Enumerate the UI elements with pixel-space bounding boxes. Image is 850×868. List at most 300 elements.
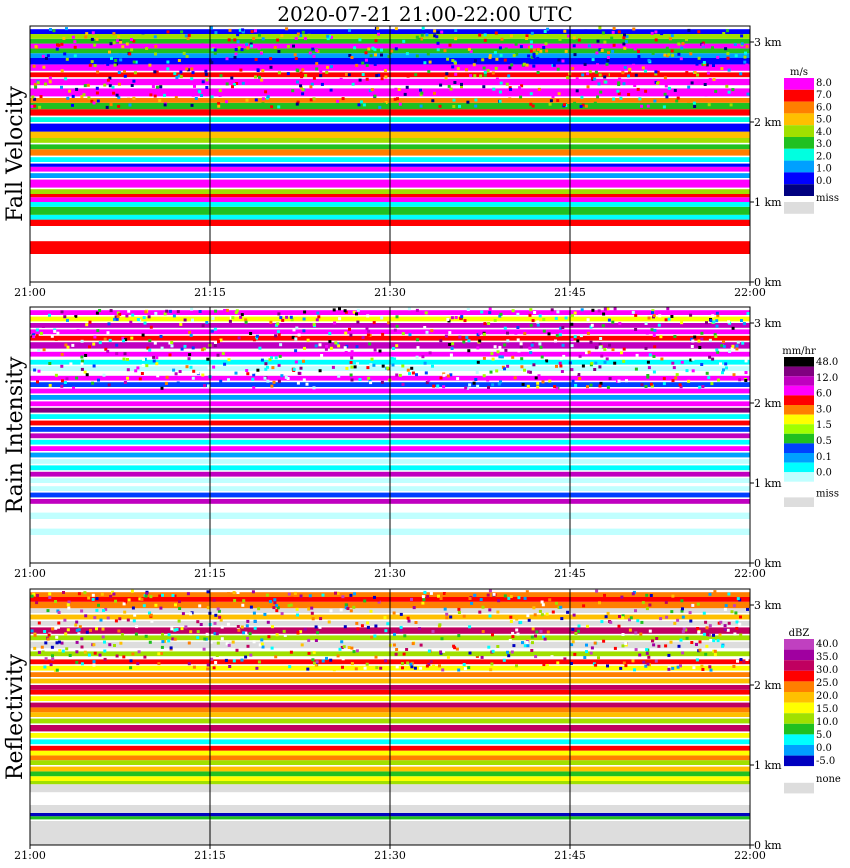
speckle xyxy=(226,82,229,85)
legend-swatch xyxy=(784,357,814,367)
speckle xyxy=(178,59,181,62)
speckle xyxy=(350,366,353,369)
speckle xyxy=(740,658,743,661)
speckle xyxy=(127,98,130,101)
speckle xyxy=(188,353,191,356)
speckle xyxy=(634,328,637,331)
speckle xyxy=(726,29,729,32)
speckle xyxy=(223,363,226,366)
y-tick-label: 2 km xyxy=(754,679,782,692)
speckle xyxy=(476,346,479,349)
speckle xyxy=(443,592,446,595)
speckle xyxy=(712,639,715,642)
speckle xyxy=(647,105,650,108)
speckle xyxy=(116,39,119,42)
speckle xyxy=(741,342,744,345)
speckle xyxy=(366,314,369,317)
speckle xyxy=(202,80,205,83)
speckle xyxy=(320,354,323,357)
speckle xyxy=(409,663,412,666)
speckle xyxy=(571,344,574,347)
speckle xyxy=(700,338,703,341)
speckle xyxy=(656,82,659,85)
speckle xyxy=(97,604,100,607)
speckle xyxy=(694,71,697,74)
speckle xyxy=(348,646,351,649)
legend-swatch xyxy=(784,161,814,173)
speckle xyxy=(719,98,722,101)
speckle xyxy=(582,365,585,368)
speckle xyxy=(315,625,318,628)
speckle xyxy=(254,620,257,623)
speckle xyxy=(507,74,510,77)
speckle xyxy=(66,58,69,61)
legend-swatch xyxy=(784,424,814,434)
speckle xyxy=(217,607,220,610)
speckle xyxy=(73,40,76,43)
speckle xyxy=(353,650,356,653)
speckle xyxy=(577,630,580,633)
speckle xyxy=(648,59,651,62)
speckle xyxy=(620,596,623,599)
speckle xyxy=(440,377,443,380)
speckle xyxy=(530,649,533,652)
speckle xyxy=(495,32,498,35)
speckle xyxy=(504,59,507,62)
speckle xyxy=(124,381,127,384)
speckle xyxy=(604,81,607,84)
speckle xyxy=(109,339,112,342)
speckle xyxy=(595,590,598,593)
speckle xyxy=(294,349,297,352)
speckle xyxy=(381,77,384,80)
speckle xyxy=(599,346,602,349)
speckle xyxy=(660,32,663,35)
speckle xyxy=(309,85,312,88)
speckle xyxy=(149,595,152,598)
speckle xyxy=(714,653,717,656)
speckle xyxy=(296,69,299,72)
speckle xyxy=(415,621,418,624)
speckle xyxy=(404,93,407,96)
speckle xyxy=(449,616,452,619)
speckle xyxy=(61,668,64,671)
speckle xyxy=(186,365,189,368)
speckle xyxy=(646,607,649,610)
speckle xyxy=(439,84,442,87)
speckle xyxy=(646,652,649,655)
speckle xyxy=(127,368,130,371)
speckle xyxy=(540,31,543,34)
speckle xyxy=(452,105,455,108)
speckle xyxy=(104,338,107,341)
speckle xyxy=(334,592,337,595)
speckle xyxy=(83,591,86,594)
speckle xyxy=(214,310,217,313)
x-tick-label: 21:30 xyxy=(374,567,406,580)
speckle xyxy=(188,642,191,645)
speckle xyxy=(84,371,87,374)
speckle xyxy=(642,601,645,604)
speckle xyxy=(81,360,84,363)
legend xyxy=(784,628,841,793)
speckle xyxy=(149,93,152,96)
speckle xyxy=(37,81,40,84)
speckle xyxy=(400,629,403,632)
speckle xyxy=(237,629,240,632)
speckle xyxy=(602,640,605,643)
speckle xyxy=(542,663,545,666)
speckle xyxy=(254,627,257,630)
speckle xyxy=(36,594,39,597)
speckle xyxy=(288,665,291,668)
speckle xyxy=(226,57,229,60)
speckle xyxy=(369,381,372,384)
speckle xyxy=(440,31,443,34)
speckle xyxy=(333,308,336,311)
speckle xyxy=(241,28,244,31)
speckle xyxy=(596,95,599,98)
x-tick-label: 21:00 xyxy=(14,849,46,862)
speckle xyxy=(110,103,113,106)
speckle xyxy=(656,104,659,107)
speckle xyxy=(401,365,404,368)
speckle xyxy=(112,593,115,596)
speckle xyxy=(653,334,656,337)
speckle xyxy=(418,627,421,630)
speckle xyxy=(72,387,75,390)
speckle xyxy=(319,626,322,629)
speckle xyxy=(189,612,192,615)
speckle xyxy=(744,52,747,55)
speckle xyxy=(40,332,43,335)
speckle xyxy=(651,32,654,35)
speckle xyxy=(683,628,686,631)
speckle xyxy=(49,77,52,80)
speckle xyxy=(148,349,151,352)
speckle xyxy=(499,46,502,49)
speckle xyxy=(705,93,708,96)
y-tick-label: 3 km xyxy=(754,317,782,330)
speckle xyxy=(478,340,481,343)
speckle xyxy=(466,101,469,104)
speckle xyxy=(571,628,574,631)
speckle xyxy=(275,356,278,359)
speckle xyxy=(511,635,514,638)
speckle xyxy=(393,633,396,636)
speckle xyxy=(174,638,177,641)
speckle xyxy=(547,631,550,634)
speckle xyxy=(479,75,482,78)
speckle xyxy=(427,70,430,73)
speckle xyxy=(712,634,715,637)
speckle xyxy=(604,308,607,311)
speckle xyxy=(467,666,470,669)
speckle xyxy=(512,309,515,312)
speckle xyxy=(106,63,109,66)
speckle xyxy=(345,603,348,606)
speckle xyxy=(271,625,274,628)
speckle xyxy=(150,620,153,623)
speckle xyxy=(103,650,106,653)
speckle xyxy=(279,343,282,346)
speckle xyxy=(542,46,545,49)
speckle xyxy=(483,357,486,360)
speckle xyxy=(740,319,743,322)
speckle xyxy=(60,91,63,94)
speckle xyxy=(528,347,531,350)
speckle xyxy=(55,636,58,639)
speckle xyxy=(41,646,44,649)
speckle xyxy=(529,103,532,106)
speckle xyxy=(512,644,515,647)
speckle xyxy=(618,380,621,383)
speckle xyxy=(60,43,63,46)
y-tick-label: 3 km xyxy=(754,36,782,49)
speckle xyxy=(532,606,535,609)
speckle xyxy=(300,367,303,370)
speckle xyxy=(687,380,690,383)
speckle xyxy=(38,622,41,625)
speckle xyxy=(342,657,345,660)
legend-unit: m/s xyxy=(790,67,808,78)
speckle xyxy=(745,359,748,362)
speckle xyxy=(640,105,643,108)
speckle xyxy=(698,340,701,343)
speckle xyxy=(197,371,200,374)
speckle xyxy=(601,629,604,632)
speckle xyxy=(528,619,531,622)
speckle xyxy=(572,380,575,383)
speckle xyxy=(736,660,739,663)
speckle xyxy=(563,103,566,106)
speckle xyxy=(537,324,540,327)
speckle xyxy=(458,105,461,108)
speckle xyxy=(103,374,106,377)
speckle xyxy=(710,382,713,385)
speckle xyxy=(344,625,347,628)
speckle xyxy=(393,612,396,615)
speckle xyxy=(242,599,245,602)
speckle xyxy=(681,361,684,364)
speckle xyxy=(427,379,430,382)
speckle xyxy=(648,366,651,369)
speckle xyxy=(716,312,719,315)
speckle xyxy=(130,48,133,51)
speckle xyxy=(115,344,118,347)
speckle xyxy=(226,309,229,312)
speckle xyxy=(270,105,273,108)
speckle xyxy=(69,362,72,365)
speckle xyxy=(206,668,209,671)
speckle xyxy=(351,662,354,665)
speckle xyxy=(65,647,68,650)
speckle xyxy=(525,37,528,40)
speckle xyxy=(721,371,724,374)
speckle xyxy=(76,641,79,644)
speckle xyxy=(591,646,594,649)
speckle xyxy=(206,78,209,81)
speckle xyxy=(691,340,694,343)
speckle xyxy=(576,89,579,92)
speckle xyxy=(184,319,187,322)
speckle xyxy=(319,617,322,620)
speckle xyxy=(523,369,526,372)
speckle xyxy=(325,345,328,348)
speckle xyxy=(414,667,417,670)
speckle xyxy=(117,105,120,108)
speckle xyxy=(87,96,90,99)
speckle xyxy=(267,95,270,98)
speckle xyxy=(292,45,295,48)
speckle xyxy=(565,317,568,320)
speckle xyxy=(553,385,556,388)
speckle xyxy=(399,103,402,106)
speckle xyxy=(653,314,656,317)
speckle xyxy=(504,349,507,352)
legend-swatch xyxy=(784,376,814,386)
speckle xyxy=(207,606,210,609)
speckle xyxy=(133,61,136,64)
speckle xyxy=(161,387,164,390)
speckle xyxy=(706,372,709,375)
speckle xyxy=(241,48,244,51)
speckle xyxy=(302,360,305,363)
speckle xyxy=(733,604,736,607)
speckle xyxy=(725,85,728,88)
speckle xyxy=(192,377,195,380)
speckle xyxy=(605,615,608,618)
speckle xyxy=(593,78,596,81)
speckle xyxy=(163,94,166,97)
speckle xyxy=(236,33,239,36)
speckle xyxy=(509,639,512,642)
speckle xyxy=(537,71,540,74)
speckle xyxy=(101,593,104,596)
speckle xyxy=(156,374,159,377)
speckle xyxy=(54,627,57,630)
speckle xyxy=(421,355,424,358)
speckle xyxy=(192,346,195,349)
speckle xyxy=(698,79,701,82)
speckle xyxy=(555,365,558,368)
speckle xyxy=(142,31,145,34)
speckle xyxy=(724,362,727,365)
speckle xyxy=(157,652,160,655)
speckle xyxy=(451,316,454,319)
speckle xyxy=(254,29,257,32)
speckle xyxy=(574,335,577,338)
legend-swatch xyxy=(784,172,814,184)
speckle xyxy=(311,48,314,51)
speckle xyxy=(108,51,111,54)
speckle xyxy=(454,62,457,65)
speckle xyxy=(228,38,231,41)
speckle xyxy=(711,358,714,361)
speckle xyxy=(602,31,605,34)
speckle xyxy=(173,314,176,317)
speckle xyxy=(696,63,699,66)
speckle xyxy=(313,55,316,58)
speckle xyxy=(92,343,95,346)
speckle xyxy=(301,92,304,95)
speckle xyxy=(672,379,675,382)
speckle xyxy=(580,334,583,337)
speckle xyxy=(704,653,707,656)
speckle xyxy=(697,30,700,33)
speckle xyxy=(570,368,573,371)
speckle xyxy=(180,30,183,33)
speckle xyxy=(81,662,84,665)
speckle xyxy=(599,337,602,340)
speckle xyxy=(150,326,153,329)
speckle xyxy=(44,641,47,644)
speckle xyxy=(467,308,470,311)
panel-title: Fall Velocity xyxy=(3,86,28,222)
speckle xyxy=(671,595,674,598)
speckle xyxy=(629,629,632,632)
speckle xyxy=(637,50,640,53)
speckle xyxy=(129,666,132,669)
speckle xyxy=(509,616,512,619)
speckle xyxy=(374,625,377,628)
speckle xyxy=(458,611,461,614)
speckle xyxy=(642,661,645,664)
speckle xyxy=(430,660,433,663)
speckle xyxy=(60,86,63,89)
speckle xyxy=(219,380,222,383)
speckle xyxy=(415,373,418,376)
speckle xyxy=(123,70,126,73)
legend-swatch xyxy=(784,453,814,463)
speckle xyxy=(599,74,602,77)
speckle xyxy=(399,374,402,377)
speckle xyxy=(150,614,153,617)
speckle xyxy=(214,614,217,617)
speckle xyxy=(634,314,637,317)
speckle xyxy=(196,636,199,639)
speckle xyxy=(510,620,513,623)
speckle xyxy=(693,102,696,105)
speckle xyxy=(649,630,652,633)
speckle xyxy=(561,370,564,373)
speckle xyxy=(714,335,717,338)
speckle xyxy=(533,55,536,58)
speckle xyxy=(92,643,95,646)
speckle xyxy=(420,92,423,95)
speckle xyxy=(118,71,121,74)
speckle xyxy=(665,601,668,604)
speckle xyxy=(660,358,663,361)
speckle xyxy=(129,321,132,324)
speckle xyxy=(713,590,716,593)
speckle xyxy=(501,38,504,41)
speckle xyxy=(107,79,110,82)
legend-swatch xyxy=(784,713,814,724)
speckle xyxy=(671,667,674,670)
speckle xyxy=(489,308,492,311)
speckle xyxy=(437,48,440,51)
speckle xyxy=(441,668,444,671)
speckle xyxy=(340,640,343,643)
speckle xyxy=(315,664,318,667)
speckle xyxy=(62,650,65,653)
speckle xyxy=(276,39,279,42)
speckle xyxy=(61,642,64,645)
speckle xyxy=(124,352,127,355)
speckle xyxy=(220,74,223,77)
legend-swatch xyxy=(784,639,814,650)
